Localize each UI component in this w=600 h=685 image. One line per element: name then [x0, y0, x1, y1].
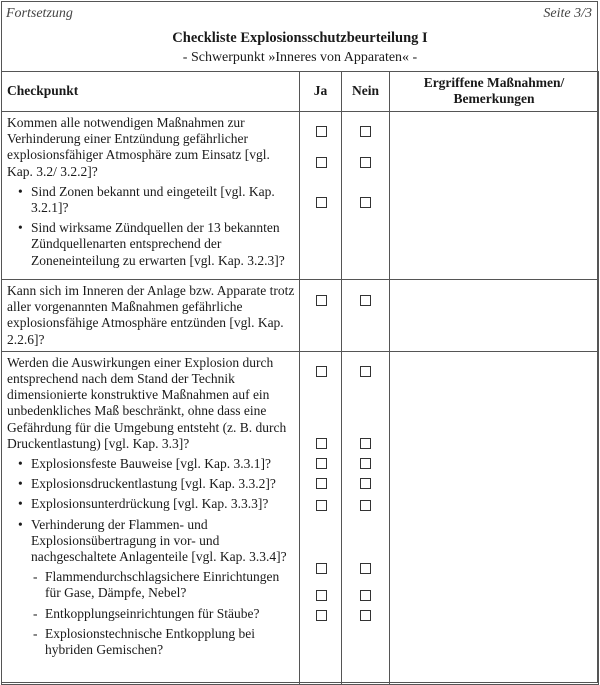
remarks-header-line1: Ergriffene Maßnahmen/ — [423, 75, 565, 90]
page-number: Seite 3/3 — [543, 6, 592, 21]
checkpoint-bullet: • Sind wirksame Zündquellen der 13 bekannten Zündquellenarten entsprechend der Zoneneinteilung zu erwarten [vgl. Kap. 3.2.3]? — [25, 220, 295, 269]
no-checkbox[interactable] — [360, 438, 371, 449]
yes-checkbox[interactable] — [316, 295, 327, 306]
yes-checkbox[interactable] — [316, 610, 327, 621]
checkpoint-cell — [2, 280, 300, 352]
table-row — [2, 280, 599, 352]
yes-cell — [300, 112, 342, 280]
checkpoint-question: Kommen alle notwendigen Maßnahmen zur Verhinderung einer Entzündung gefährlicher explosionsfähiger Atmosphäre zum Einsatz [vgl. Kap. 3.2/ 3.2.2]? — [7, 115, 270, 179]
column-header-yes: Ja — [300, 72, 342, 112]
column-header-checkpoint: Checkpunkt — [2, 72, 300, 112]
checkpoint-subitem: - Flammendurchschlagsichere Einrichtungen für Gase, Dämpfe, Nebel? — [43, 569, 295, 601]
yes-checkbox[interactable] — [316, 478, 327, 489]
no-checkbox[interactable] — [360, 500, 371, 511]
no-cell — [342, 351, 390, 684]
checkpoint-bullet: • Sind Zonen bekannt und eingeteilt [vgl. Kap. 3.2.1]? — [25, 184, 295, 216]
remarks-cell[interactable] — [390, 280, 599, 352]
no-cell — [342, 280, 390, 352]
yes-checkbox[interactable] — [316, 563, 327, 574]
table-row — [2, 351, 599, 684]
no-checkbox[interactable] — [360, 563, 371, 574]
checkpoint-bullet: • Explosionsunterdrückung [vgl. Kap. 3.3.3]? — [25, 496, 295, 512]
no-checkbox[interactable] — [360, 610, 371, 621]
no-checkbox[interactable] — [360, 366, 371, 377]
remarks-header-line2: Bemerkungen — [453, 91, 535, 106]
yes-checkbox[interactable] — [316, 126, 327, 137]
remarks-cell[interactable] — [390, 112, 599, 280]
checkpoint-subitem: - Entkopplungseinrichtungen für Stäube? — [43, 606, 295, 622]
yes-checkbox[interactable] — [316, 590, 327, 601]
checkpoint-cell — [2, 112, 300, 280]
yes-checkbox[interactable] — [316, 157, 327, 168]
no-checkbox[interactable] — [360, 197, 371, 208]
document-subtitle: - Schwerpunkt »Inneres von Apparaten« - — [182, 50, 418, 65]
yes-cell — [300, 351, 342, 684]
yes-checkbox[interactable] — [316, 500, 327, 511]
no-checkbox[interactable] — [360, 126, 371, 137]
checkpoint-subitem: - Explosionstechnische Entkopplung bei hybriden Gemischen? — [43, 626, 295, 658]
no-checkbox[interactable] — [360, 157, 371, 168]
checkpoint-question: Werden die Auswirkungen einer Explosion durch entsprechend nach dem Stand der Technik dimensionierte konstruktive Maßnahmen auf ein unbedenkliches Maß beschränkt, ohne dass eine Gefährdung für die Umgebung entsteht (z. B. durch Druckentlastung) [vgl. Kap. 3.3]? — [7, 354, 287, 451]
yes-checkbox[interactable] — [316, 197, 327, 208]
checkpoint-bullet: • Verhinderung der Flammen- und Explosionsübertragung in vor- und nachgeschaltete Anlagenteile [vgl. Kap. 3.3.4]? — [25, 517, 295, 566]
continuation-label: Fortsetzung — [6, 6, 73, 21]
yes-cell — [300, 280, 342, 352]
checkpoint-question: Kann sich im Inneren der Anlage bzw. Apparate trotz aller vorgenannten Maßnahmen gefährliche explosionsfähige Atmosphäre entzünden [vgl. Kap. 2.2.6]? — [7, 283, 295, 347]
checkpoint-bullet: • Explosionsdruckentlastung [vgl. Kap. 3.3.2]? — [25, 476, 295, 492]
column-header-no: Nein — [342, 72, 390, 112]
checkpoint-bullet: • Explosionsfeste Bauweise [vgl. Kap. 3.3.1]? — [25, 456, 295, 472]
yes-checkbox[interactable] — [316, 458, 327, 469]
no-checkbox[interactable] — [360, 590, 371, 601]
yes-checkbox[interactable] — [316, 438, 327, 449]
no-checkbox[interactable] — [360, 458, 371, 469]
yes-checkbox[interactable] — [316, 366, 327, 377]
document-title: Checkliste Explosionsschutzbeurteilung I — [172, 30, 428, 46]
checkpoint-cell — [2, 351, 300, 684]
checklist-table — [1, 71, 599, 685]
no-checkbox[interactable] — [360, 295, 371, 306]
remarks-cell[interactable] — [390, 351, 599, 684]
column-header-remarks — [390, 72, 599, 112]
table-header-row — [2, 72, 599, 112]
no-cell — [342, 112, 390, 280]
table-row — [2, 112, 599, 280]
no-checkbox[interactable] — [360, 478, 371, 489]
